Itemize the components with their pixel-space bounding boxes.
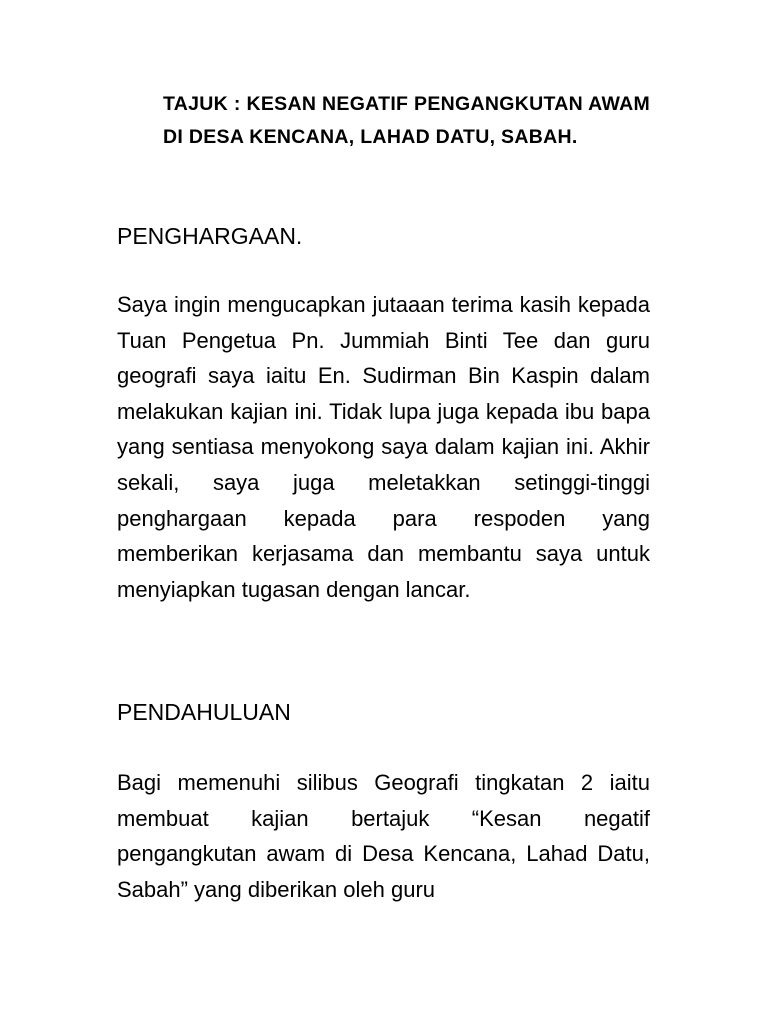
heading-introduction: PENDAHULUAN — [117, 699, 291, 725]
heading-acknowledgement: PENGHARGAAN. — [117, 223, 303, 249]
document-title: TAJUK : KESAN NEGATIF PENGANGKUTAN AWAM DI DESA KENCANA, LAHAD DATU, SABAH. — [163, 93, 650, 148]
paragraph-introduction: Bagi memenuhi silibus Geografi tingkatan 2 iaitu membuat kajian bertajuk “Kesan negatif pengangkutan awam di Desa Kencana, Lahad Datu, Sabah” yang diberikan oleh guru — [117, 770, 650, 902]
paragraph-acknowledgement: Saya ingin mengucapkan jutaaan terima kasih kepada Tuan Pengetua Pn. Jummiah Binti Tee dan guru geografi saya iaitu En. Sudirman Bin Kaspin dalam melakukan kajian ini. Tidak lupa juga kepada ibu bapa yang sentiasa menyokong saya dalam kajian ini. Akhir sekali, saya juga meletakkan setinggi-tinggi penghargaan kepada para respoden yang memberikan kerjasama dan membantu saya untuk menyiapkan tugasan dengan lancar. — [117, 292, 650, 602]
